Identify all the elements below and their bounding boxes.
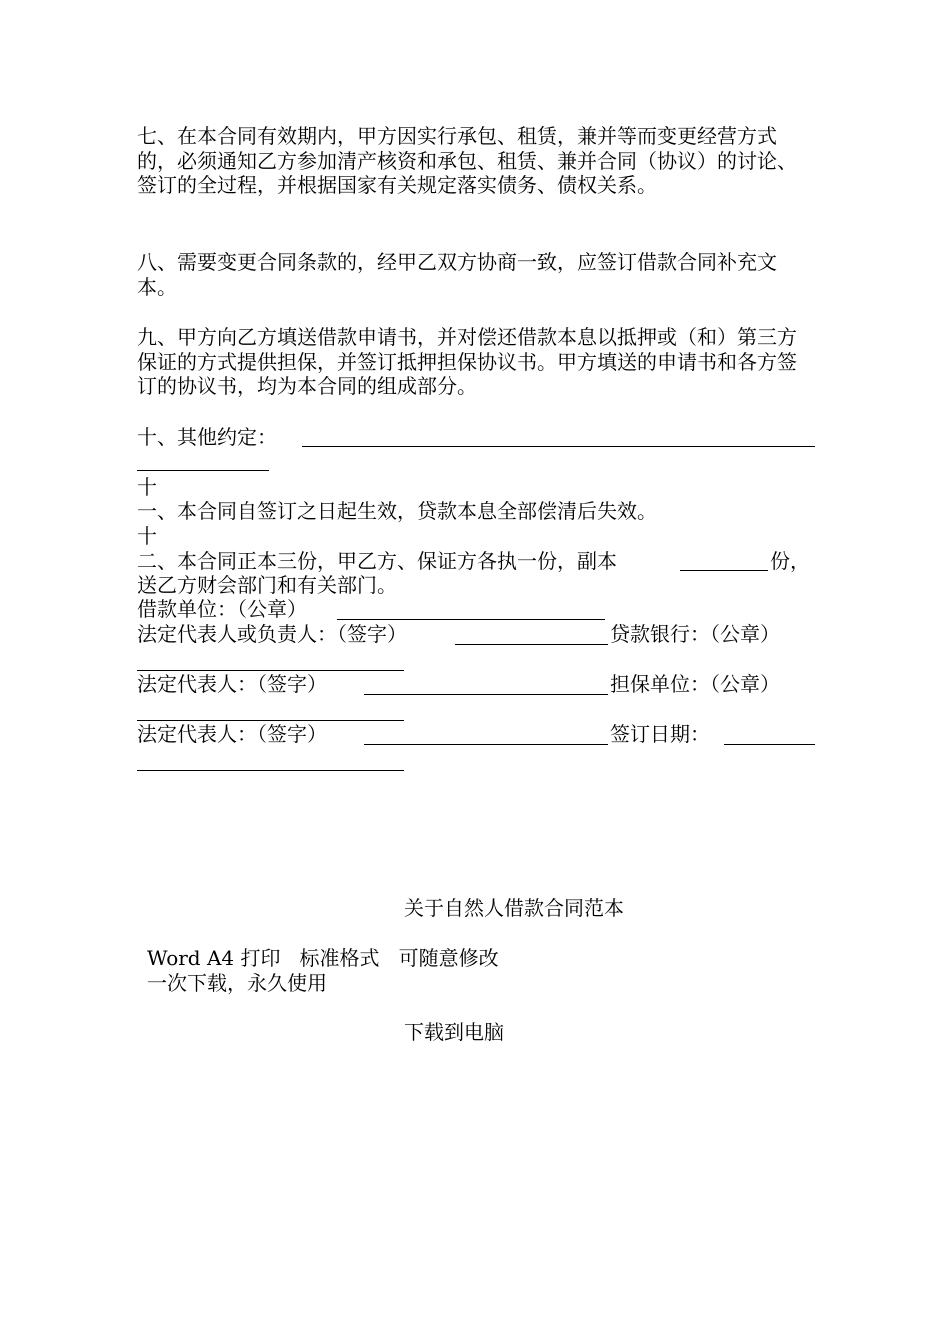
sign-date-label: 签订日期： (610, 722, 710, 746)
footer-usage-line: 一次下载，永久使用 (147, 971, 327, 995)
borrower-seal-blank (337, 619, 605, 620)
clause-12-text-a: 二、本合同正本三份，甲乙方、保证方各执一份，副本 (137, 549, 617, 573)
footer-format-line: Word A4 打印 标准格式 可随意修改 (147, 946, 499, 970)
legal-rep-or-head-blank (455, 644, 608, 645)
clause-10-label: 十、其他约定： (137, 425, 277, 449)
clause-9: 九、甲方向乙方填送借款申请书，并对偿还借款本息以抵押或（和）第三方保证的方式提供担保，并签订抵押担保协议书。甲方填送的申请书和各方签订的协议书，均为本合同的组成部分。 (137, 325, 797, 398)
legal-rep-or-head-label: 法定代表人或负责人：（签字） (137, 622, 407, 646)
copies-count-blank (680, 570, 768, 571)
clause-12-text-b: 份， (770, 549, 810, 573)
sign-date-blank (724, 744, 815, 745)
clause-10-blank (302, 446, 815, 447)
sign-date-blank-cont (137, 770, 404, 771)
guarantor-label: 担保单位：（公章） (610, 672, 780, 696)
lender-bank-label: 贷款银行：（公章） (610, 622, 780, 646)
clause-10-blank-cont (137, 470, 269, 471)
legal-rep-2-label: 法定代表人：（签字） (137, 722, 327, 746)
clause-11-prefix: 十 (137, 475, 157, 499)
clause-11: 一、本合同自签订之日起生效，贷款本息全部偿清后失效。 (137, 499, 657, 523)
clause-12-text-c: 送乙方财会部门和有关部门。 (137, 573, 397, 597)
clause-8: 八、需要变更合同条款的，经甲乙双方协商一致，应签订借款合同补充文本。 (137, 250, 777, 299)
clause-12-prefix: 十 (137, 524, 157, 548)
clause-7: 七、在本合同有效期内，甲方因实行承包、租赁，兼并等而变更经营方式的，必须通知乙方参加清产核资和承包、租赁、兼并合同（协议）的讨论、签订的全过程，并根据国家有关规定落实债务、债权关系。 (137, 124, 797, 197)
legal-rep-1-blank (364, 694, 608, 695)
footer-title: 关于自然人借款合同范本 (404, 896, 624, 920)
guarantor-blank (137, 720, 404, 721)
legal-rep-1-label: 法定代表人：（签字） (137, 672, 327, 696)
lender-bank-blank (137, 670, 404, 671)
borrower-seal-label: 借款单位：（公章） (137, 597, 307, 621)
download-to-computer-link[interactable]: 下载到电脑 (404, 1020, 504, 1044)
legal-rep-2-blank (364, 744, 608, 745)
clause-12-line-a (137, 549, 617, 573)
